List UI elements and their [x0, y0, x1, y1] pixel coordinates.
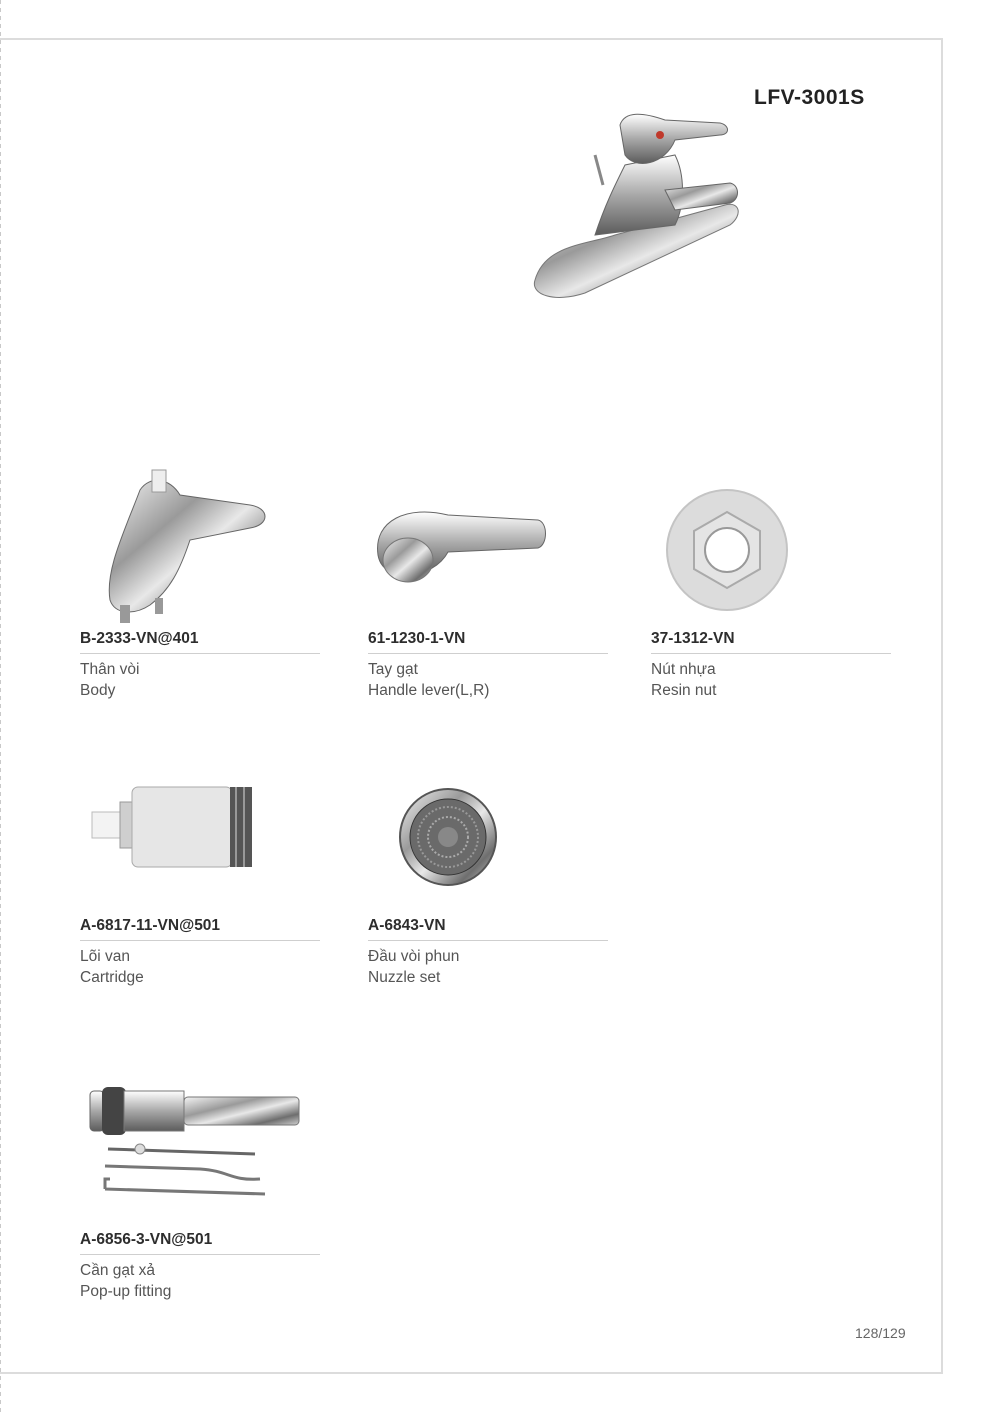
part-name-en: Resin nut	[651, 682, 717, 699]
part-name-vi: Thân vòi	[80, 661, 140, 678]
faucet-product-image	[525, 95, 745, 300]
handle-lever-icon	[368, 460, 608, 630]
part-item	[80, 747, 320, 988]
part-name-en: Pop-up fitting	[80, 1283, 172, 1300]
part-name-vi: Cần gạt xả	[80, 1262, 155, 1279]
part-code: B-2333-VN@401	[80, 630, 320, 654]
part-item	[368, 747, 608, 988]
part-name-vi: Tay gạt	[368, 661, 418, 678]
faucet-icon	[525, 95, 745, 300]
part-code: 61-1230-1-VN	[368, 630, 608, 654]
part-image	[80, 747, 320, 917]
part-item	[368, 460, 608, 701]
part-code: A-6856-3-VN@501	[80, 1231, 320, 1255]
part-name-vi: Đầu vòi phun	[368, 948, 460, 965]
cartridge-icon	[80, 747, 320, 917]
part-code: 37-1312-VN	[651, 630, 891, 654]
nozzle-set-icon	[368, 747, 608, 917]
part-item	[651, 460, 891, 701]
part-name-en: Body	[80, 682, 116, 699]
popup-fitting-icon	[80, 1061, 320, 1231]
part-item	[80, 1061, 320, 1302]
part-name-en: Cartridge	[80, 969, 144, 986]
part-code: A-6817-11-VN@501	[80, 917, 320, 941]
part-item	[80, 460, 320, 701]
part-name-vi: Nút nhựa	[651, 661, 716, 678]
part-image	[368, 460, 608, 630]
part-code: A-6843-VN	[368, 917, 608, 941]
resin-nut-icon	[651, 460, 891, 630]
faucet-body-icon	[80, 460, 320, 630]
part-name-vi: Lõi van	[80, 948, 130, 965]
part-image	[368, 747, 608, 917]
model-title: LFV-3001S	[754, 86, 865, 109]
part-image	[80, 1061, 320, 1231]
part-image	[80, 460, 320, 630]
part-name-en: Handle lever(L,R)	[368, 682, 490, 699]
part-name-en: Nuzzle set	[368, 969, 441, 986]
page-number: 128/129	[855, 1325, 906, 1341]
part-image	[651, 460, 891, 630]
